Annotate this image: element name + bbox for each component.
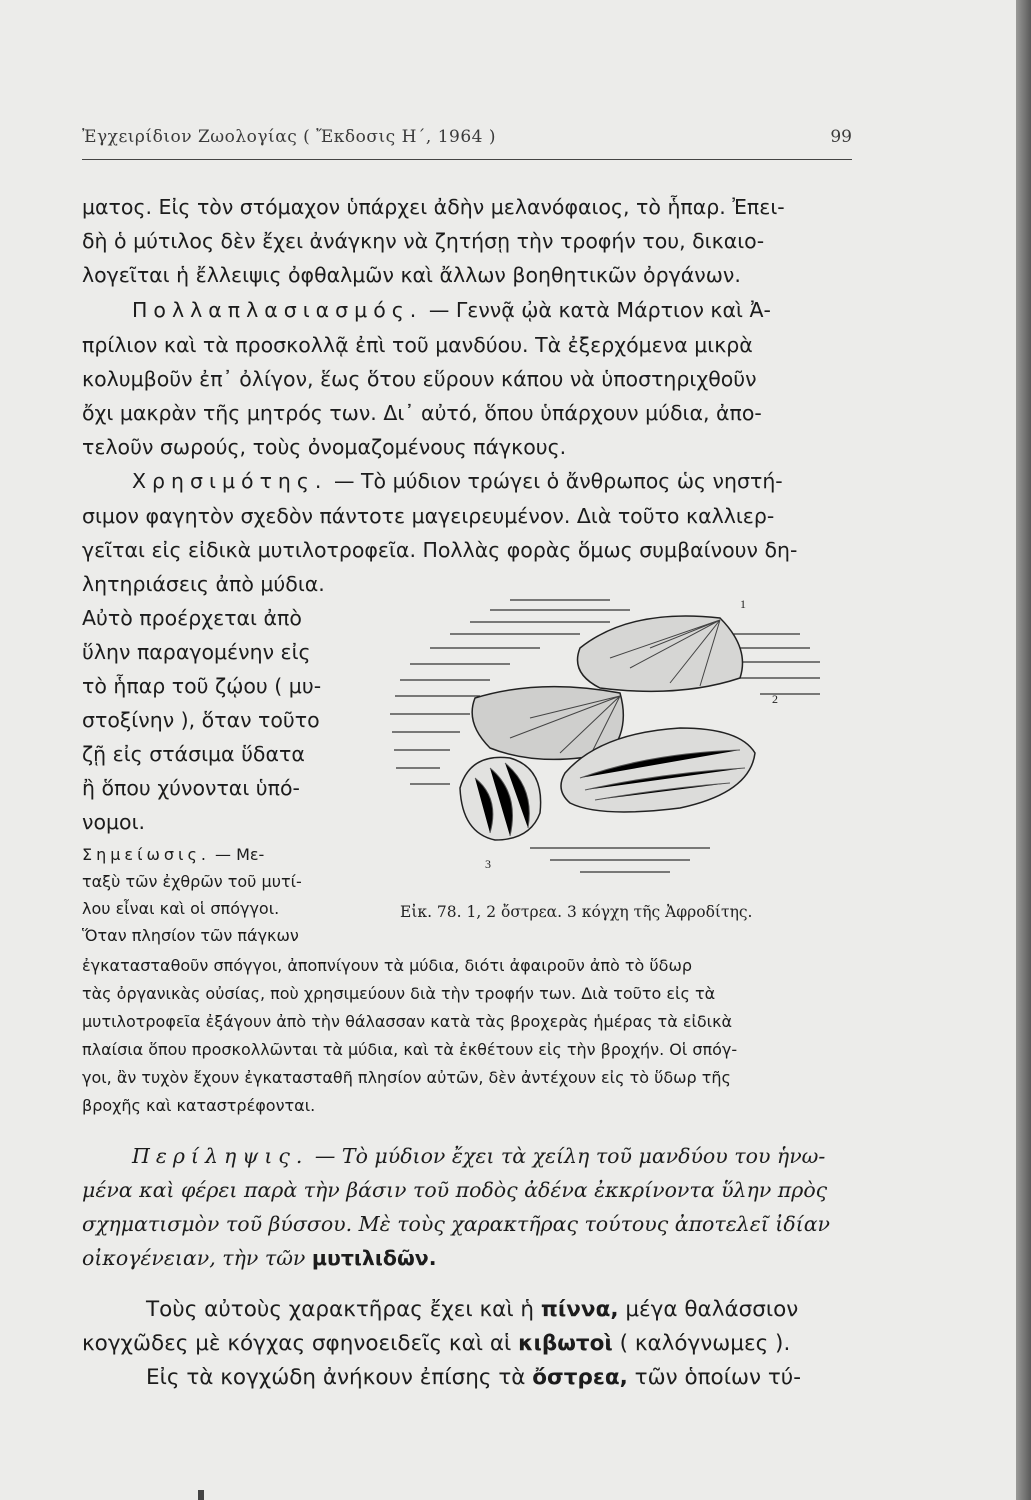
text-line: ἢ ὅπου χύνονται ὑπό- [82, 776, 300, 800]
text-line: τὸ ἧπαρ τοῦ ζῴου ( μυ- [82, 674, 322, 698]
text-line: Περίληψις. — Τὸ μύδιον ἔχει τὰ χείλη τοῦ μανδύου του ἡνω- [132, 1144, 826, 1168]
shells-illustration [380, 578, 850, 883]
text-line: βροχῆς καὶ καταστρέφονται. [82, 1096, 316, 1115]
term-pinna: πίννα, [540, 1297, 619, 1322]
venus-clam-shell [460, 757, 541, 840]
term-kivotoi: κιβωτοὶ [518, 1331, 613, 1356]
text-line: Αὐτὸ προέρχεται ἀπὸ [82, 606, 302, 630]
text-line: Τοὺς αὐτοὺς χαρακτῆρας ἔχει καὶ ἡ πίννα, μέγα θαλάσσιον [146, 1297, 799, 1322]
text-line: πρίλιον καὶ τὰ προσκολλᾷ ἐπὶ τοῦ μανδύου. Τὰ ἐξερχόμενα μικρὰ [82, 333, 753, 357]
section-heading: Πολλαπλασιασμός. [132, 298, 423, 322]
text-line: νομοι. [82, 810, 146, 834]
text-line: δὴ ὁ μύτιλος δὲν ἔχει ἀνάγκην νὰ ζητήσῃ τὴν τροφήν του, δικαιο- [82, 229, 765, 253]
text-line: ματος. Εἰς τὸν στόμαχον ὑπάρχει ἀδὴν μελανόφαιος, τὸ ἧπαρ. Ἐπει- [82, 195, 785, 219]
text-line: γεῖται εἰς εἰδικὰ μυτιλοτροφεῖα. Πολλὰς φορὰς ὅμως συμβαίνουν δη- [82, 538, 798, 562]
figure-label-1: 1 [740, 597, 746, 611]
term-mytilidae: μυτιλιδῶν. [311, 1246, 437, 1270]
figure-caption: Εἰκ. 78. 1, 2 ὄστρεα. 3 κόγχη τῆς Ἀφροδίτης. [400, 903, 753, 921]
text-line: Ὅταν πλησίον τῶν πάγκων [82, 926, 299, 945]
text-line: οἰκογένειαν, τὴν τῶν μυτιλιδῶν. [82, 1246, 437, 1270]
section-heading: Χρησιμότης. [132, 469, 328, 493]
text-line: ζῇ εἰς στάσιμα ὕδατα [82, 742, 305, 766]
page-number: 99 [830, 127, 852, 147]
text-line: γοι, ἂν τυχὸν ἔχουν ἐγκατασταθῆ πλησίον αὐτῶν, δὲν ἀντέχουν εἰς τὸ ὕδωρ τῆς [82, 1068, 731, 1087]
text-line: λου εἶναι καὶ οἱ σπόγγοι. [82, 899, 280, 918]
text-line: ὄχι μακρὰν τῆς μητρός των. Δι᾽ αὐτό, ὅπου ὑπάρχουν μύδια, ἀπο- [82, 401, 762, 425]
text-line: λητηριάσεις ἀπὸ μύδια. [82, 572, 325, 596]
text-line: ταξὺ τῶν ἐχθρῶν τοῦ μυτί- [82, 872, 302, 891]
summary-heading: Περίληψις. [132, 1144, 309, 1168]
figure-label-2: 2 [772, 692, 778, 706]
oyster-1-shell [578, 616, 743, 691]
text-line: Σημείωσις. — Με- [82, 845, 265, 864]
scan-mark [198, 1490, 204, 1500]
text-line: μένα καὶ φέρει παρὰ τὴν βάσιν τοῦ ποδὸς ἀδένα ἐκκρίνοντα ὕλην πρὸς [82, 1178, 828, 1202]
text-line: Χρησιμότης. — Τὸ μύδιον τρώγει ὁ ἄνθρωπος ὡς νηστή- [132, 469, 783, 493]
text-line: σιμον φαγητὸν σχεδὸν πάντοτε μαγειρευμένον. Διὰ τοῦτο καλλιερ- [82, 504, 775, 528]
term-ostrea: ὄστρεα, [532, 1365, 628, 1390]
text-line: ἐγκατασταθοῦν σπόγγοι, ἀποπνίγουν τὰ μύδια, διότι ἀφαιροῦν ἀπὸ τὸ ὕδωρ [82, 956, 693, 975]
text-line: κολυμβοῦν ἐπ᾽ ὀλίγον, ἕως ὅτου εὕρουν κάπου νὰ ὑποστηριχθοῦν [82, 367, 757, 391]
text-line: τὰς ὀργανικὰς οὐσίας, ποὺ χρησιμεύουν διὰ τὴν τροφήν των. Διὰ τοῦτο εἰς τὰ [82, 984, 716, 1003]
text-line: σχηματισμὸν τοῦ βύσσου. Μὲ τοὺς χαρακτῆρας τούτους ἀποτελεῖ ἰδίαν [82, 1212, 831, 1236]
book-spine-edge [1016, 0, 1031, 1500]
text-line: ὕλην παραγομένην εἰς [82, 640, 311, 664]
running-header [82, 125, 852, 160]
header-title: Ἐγχειρίδιον Ζωολογίας ( Ἔκδοσις Η΄, 1964 ) [82, 127, 497, 147]
text-line: στοξίνην ), ὅταν τοῦτο [82, 708, 320, 732]
text-line: τελοῦν σωρούς, τοὺς ὀνομαζομένους πάγκους. [82, 435, 567, 459]
text-line: πλαίσια ὅπου προσκολλῶνται τὰ μύδια, καὶ τὰ ἐκθέτουν εἰς τὴν βροχήν. Οἱ σπόγ- [82, 1040, 738, 1059]
text-line: Εἰς τὰ κογχώδη ἀνήκουν ἐπίσης τὰ ὄστρεα, τῶν ὁποίων τύ- [146, 1365, 801, 1390]
text-line: λογεῖται ἡ ἔλλειψις ὀφθαλμῶν καὶ ἄλλων βοηθητικῶν ὀργάνων. [82, 263, 741, 287]
text-line: Πολλαπλασιασμός. — Γεννᾷ ᾠὰ κατὰ Μάρτιον καὶ Ἀ- [132, 298, 771, 322]
figure-label-3: 3 [485, 857, 491, 871]
text-line: κογχῶδες μὲ κόγχας σφηνοειδεῖς καὶ αἱ κιβωτοὶ ( καλόγνωμες ). [82, 1331, 791, 1356]
note-heading: Σημείωσις. [82, 845, 210, 864]
text-line: μυτιλοτροφεῖα ἐξάγουν ἀπὸ τὴν θάλασσαν κατὰ τὰς βροχερὰς ἡμέρας τὰ εἰδικὰ [82, 1012, 733, 1031]
